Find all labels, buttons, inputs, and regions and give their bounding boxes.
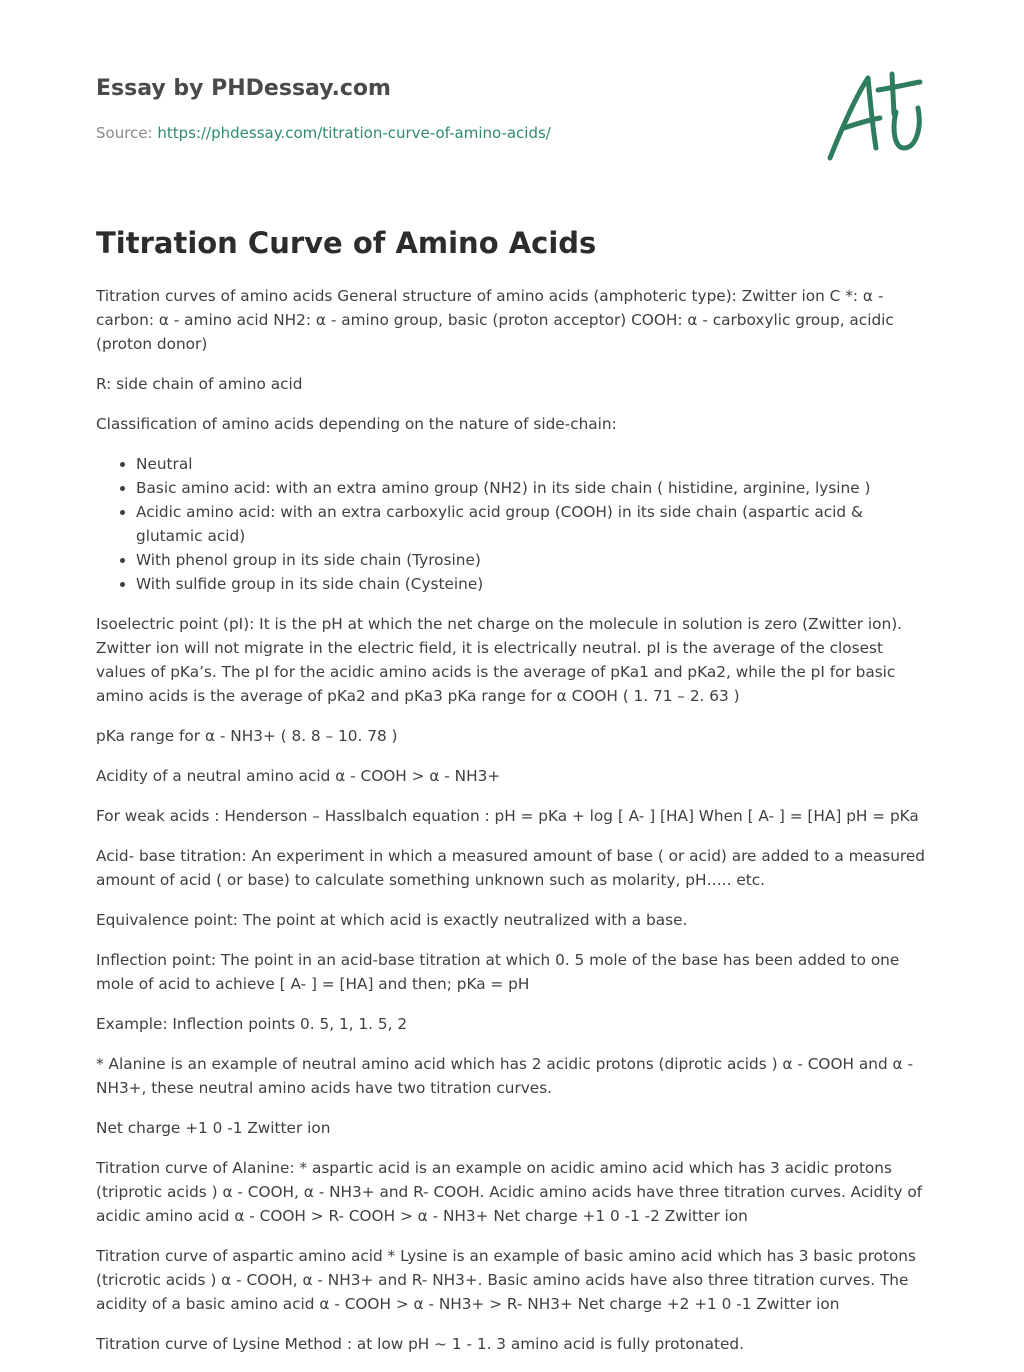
- paragraph: Acidity of a neutral amino acid α - COOH > α - NH3+: [96, 767, 501, 785]
- essay-body: [96, 284, 932, 1372]
- essay-title: Titration Curve of Amino Acids: [96, 226, 597, 260]
- paragraph: * Alanine is an example of neutral amino acid which has 2 acidic protons (diprotic acids ) α - COOH and α - NH3+, these neutral amino acids have two titration curves.: [96, 1055, 913, 1097]
- paragraph: Acid- base titration: An experiment in which a measured amount of base ( or acid) are added to a measured amount of acid ( or base) to calculate something unknown such as molarity, pH….. etc.: [96, 847, 925, 889]
- paragraph: For weak acids : Henderson – Hasslbalch equation : pH = pKa + log [ A- ] [HA] When [ A- ] = [HA] pH = pKa: [96, 807, 919, 825]
- paragraph: Classification of amino acids depending on the nature of side-chain:: [96, 415, 617, 433]
- paragraph: Titration curve of aspartic amino acid * Lysine is an example of basic amino acid which has 3 basic protons (tricrotic acids ) α - COOH, α - NH3+ and R- NH3+. Basic amino acids have also three titration curves. The acidity of a basic amino acid α - COOH > α - NH3+ > R- NH3+ Net charge +2 +1 0 -1 Zwitter ion: [96, 1247, 916, 1313]
- paragraph: R: side chain of amino acid: [96, 375, 303, 393]
- source-label: Source:: [96, 124, 158, 142]
- list-item: • Acidic amino acid: with an extra carboxylic acid group (COOH) in its side chain (aspartic acid & glutamic acid): [136, 500, 932, 548]
- paragraph: Inflection point: The point in an acid-base titration at which 0. 5 mole of the base has been added to one mole of acid to achieve [ A- ] = [HA] and then; pKa = pH: [96, 951, 900, 993]
- paragraph: Net charge +1 0 -1 Zwitter ion: [96, 1119, 331, 1137]
- classification-list: [96, 452, 932, 596]
- list-item: • With phenol group in its side chain (Tyrosine): [136, 548, 932, 572]
- list-item: • Neutral: [136, 452, 932, 476]
- list-item: • Basic amino acid: with an extra amino group (NH2) in its side chain ( histidine, arginine, lysine ): [136, 476, 932, 500]
- source-link[interactable]: https://phdessay.com/titration-curve-of-amino-acids/: [157, 124, 551, 142]
- paragraph: Isoelectric point (pI): It is the pH at which the net charge on the molecule in solution is zero (Zwitter ion). Zwitter ion will not migrate in the electric field, it is electrically neutral. pI is the average of the closest values of pKa’s. The pI for the acidic amino acids is the average of pKa1 and pKa2, while the pI for basic amino acids is the average of pKa2 and pKa3 pKa range for α COOH ( 1. 71 – 2. 63 ): [96, 615, 903, 705]
- site-brand: Essay by PHDessay.com: [96, 76, 391, 101]
- paragraph: Titration curves of amino acids General structure of amino acids (amphoteric type): Zwitter ion C *: α - carbon: α - amino acid NH2: α - amino group, basic (proton acceptor) COOH: α - carboxylic group, acidic (proton donor): [96, 287, 894, 353]
- paragraph: Equivalence point: The point at which acid is exactly neutralized with a base.: [96, 911, 688, 929]
- paragraph: Titration curve of Lysine Method : at low pH ~ 1 - 1. 3 amino acid is fully protonated.: [96, 1335, 744, 1353]
- paragraph: pKa range for α - NH3+ ( 8. 8 – 10. 78 ): [96, 727, 398, 745]
- a-plus-logo-icon: [822, 68, 930, 168]
- paragraph: Example: Inflection points 0. 5, 1, 1. 5, 2: [96, 1015, 408, 1033]
- list-item: • With sulfide group in its side chain (Cysteine): [136, 572, 932, 596]
- source-line: [96, 124, 551, 142]
- paragraph: Titration curve of Alanine: * aspartic acid is an example on acidic amino acid which has 3 acidic protons (triprotic acids ) α - COOH, α - NH3+ and R- COOH. Acidic amino acids have three titration curves. Acidity of acidic amino acid α - COOH > R- COOH > α - NH3+ Net charge +1 0 -1 -2 Zwitter ion: [96, 1159, 923, 1225]
